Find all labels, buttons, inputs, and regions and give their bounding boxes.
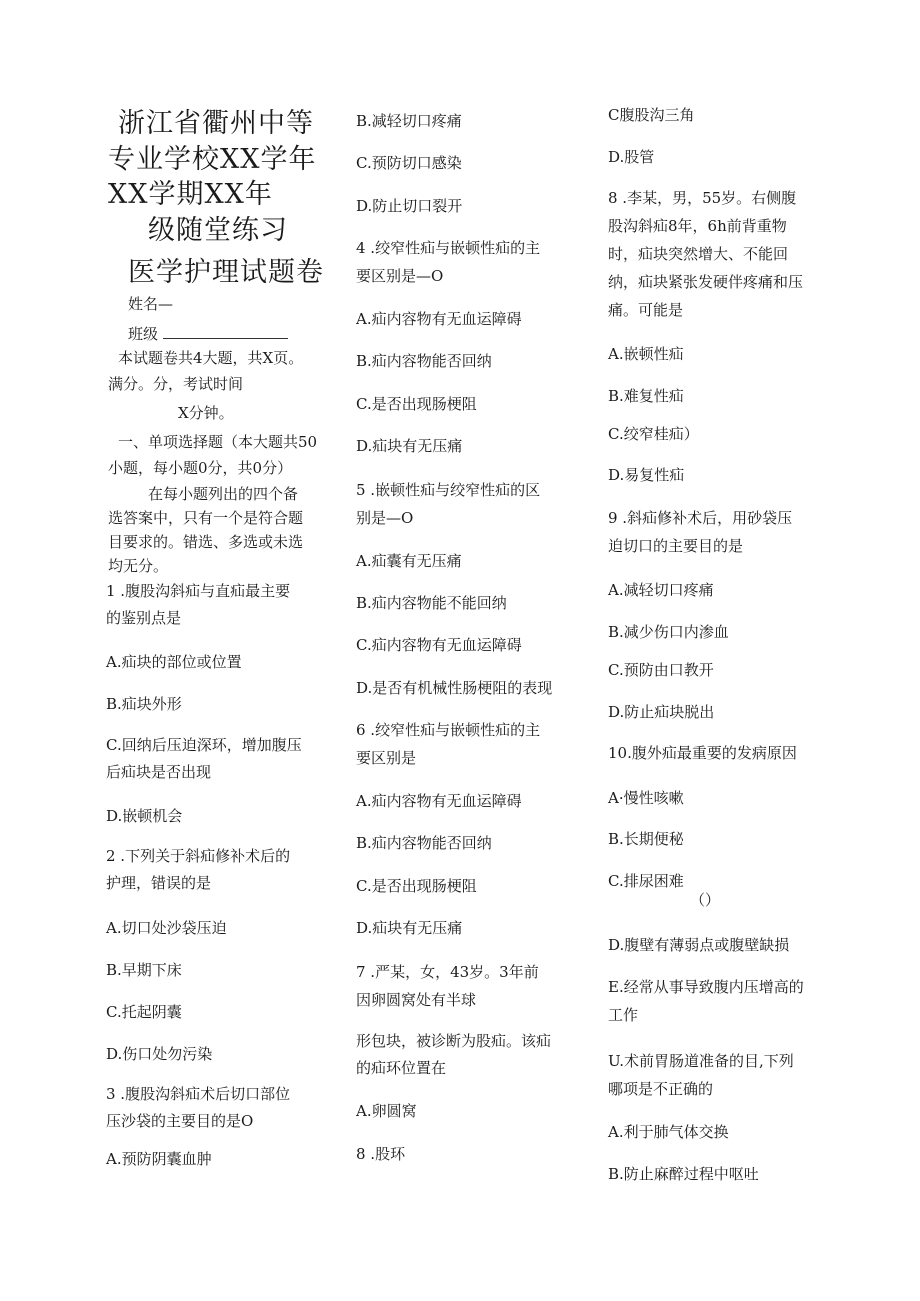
q7-option-c: C腹股沟三角 — [608, 106, 695, 124]
q1-stem-line-2: 的鉴别点是 — [106, 609, 182, 627]
q11-stem-line-2: 哪项是不正确的 — [608, 1080, 714, 1098]
q5-option-d: D.是否有机械性肠梗阻的表现 — [356, 679, 553, 697]
q2-stem-line-1: 2 .下列关于斜疝修补术后的 — [106, 847, 291, 865]
q7-option-d: D.股管 — [608, 148, 655, 166]
q8-option-b: B.难复性疝 — [608, 387, 684, 405]
q4-option-b: B.疝内容物能否回纳 — [356, 352, 492, 370]
q10-option-d: D.腹壁有薄弱点或腹壁缺损 — [608, 936, 790, 954]
q8-option-a: A.嵌顿性疝 — [608, 345, 684, 363]
intro-line-3: X分钟。 — [178, 404, 234, 422]
section1-heading-line-2: 小题，每小题0分，共0分） — [108, 459, 293, 477]
q9-option-a: A.减轻切口疼痛 — [608, 581, 714, 599]
q7-stem-line-2: 因卵圆窝处有半球 — [356, 991, 477, 1009]
q6-option-c: C.是否出现肠梗阻 — [356, 877, 477, 895]
q9-stem-line-1: 9 .斜疝修补术后，用砂袋压 — [608, 509, 793, 527]
q6-option-b: B.疝内容物能否回纳 — [356, 834, 492, 852]
q1-option-c-line-2: 后疝块是否出现 — [106, 763, 212, 781]
q11-stem-line-1: U.术前胃肠道准备的目,下列 — [608, 1052, 794, 1070]
q6-stem-line-1: 6 .绞窄性疝与嵌顿性疝的主 — [356, 721, 541, 739]
q8-option-c: C.绞窄桂疝） — [608, 425, 699, 443]
q3-stem-line-1: 3 .腹股沟斜疝术后切口部位 — [106, 1085, 291, 1103]
q2-option-c: C.托起阴囊 — [106, 1003, 182, 1021]
q10-option-e-line-2: 工作 — [608, 1006, 639, 1024]
q2-option-b: B.早期下床 — [106, 961, 182, 979]
q1-stem-line-1: 1 .腹股沟斜疝与直疝最主要 — [106, 582, 291, 600]
q11-option-a: A.利于肺气体交换 — [608, 1123, 729, 1141]
q1-option-b: B.疝块外形 — [106, 695, 182, 713]
intro-line-2: 满分。分，考试时间 — [108, 375, 244, 393]
q11-option-b: B.防止麻醉过程中呕吐 — [608, 1165, 759, 1183]
section1-heading-line-1: 一、单项选择题（本大题共50 — [118, 433, 318, 451]
q8-stem-line-2: 股沟斜疝8年，6h前背重物 — [608, 217, 787, 235]
class-blank-line — [163, 324, 288, 339]
q3-stem-line-2: 压沙袋的主要目的是O — [106, 1112, 254, 1130]
q5-stem-line-2: 别是—O — [356, 509, 414, 527]
q10-answer-parens: （） — [690, 891, 721, 909]
q6-option-d: D.疝块有无压痛 — [356, 919, 463, 937]
intro-line-1: 本试题卷共4大题，共X页。 — [118, 349, 304, 367]
q5-option-b: B.疝内容物能不能回纳 — [356, 594, 507, 612]
q7-stem-line-4: 的疝环位置在 — [356, 1059, 447, 1077]
q4-stem-line-2: 要区别是—O — [356, 267, 444, 285]
q10-option-e-line-1: E.经常从事导致腹内压增高的 — [608, 978, 804, 996]
title-line-3: XX学期XX年 — [108, 179, 273, 210]
q10-option-b: B.长期便秘 — [608, 830, 684, 848]
q7-option-b: 8 .股环 — [356, 1145, 406, 1163]
q7-option-a: A.卵圆窝 — [356, 1102, 417, 1120]
q8-stem-line-1: 8 .李某，男，55岁。右侧腹 — [608, 189, 797, 207]
q5-option-a: A.疝囊有无压痛 — [356, 552, 462, 570]
q4-option-c: C.是否出现肠梗阻 — [356, 395, 477, 413]
name-label: 姓名— — [128, 295, 174, 313]
instructions-line-2: 选答案中，只有一个是符合题 — [108, 509, 304, 527]
class-label: 班级 — [128, 325, 159, 343]
q8-stem-line-4: 纳，疝块紧张发硬伴疼痛和压 — [608, 273, 804, 291]
instructions-line-4: 均无分。 — [108, 557, 169, 575]
q10-stem: 10.腹外疝最重要的发病原因 — [608, 744, 797, 762]
q8-stem-line-3: 时，疝块突然增大、不能回 — [608, 245, 789, 263]
q1-option-c-line-1: C.回纳后压迫深环，增加腹压 — [106, 736, 302, 754]
q7-stem-line-3: 形包块，被诊断为股疝。该疝 — [356, 1032, 552, 1050]
q1-option-a: A.疝块的部位或位置 — [106, 653, 242, 671]
q4-option-d: D.疝块有无压痛 — [356, 437, 463, 455]
q6-stem-line-2: 要区别是 — [356, 749, 417, 767]
q9-option-c: C.预防由口教开 — [608, 661, 714, 679]
title-line-2: 专业学校XX学年 — [108, 144, 317, 175]
instructions-line-1: 在每小题列出的四个备 — [148, 485, 299, 503]
q6-option-a: A.疝内容物有无血运障碍 — [356, 792, 522, 810]
q2-option-a: A.切口处沙袋压迫 — [106, 919, 227, 937]
q9-option-b: B.减少伤口内渗血 — [608, 623, 729, 641]
q4-option-a: A.疝内容物有无血运障碍 — [356, 310, 522, 328]
q3-option-c: C.预防切口感染 — [356, 154, 462, 172]
q8-option-d: D.易复性疝 — [608, 466, 685, 484]
q5-stem-line-1: 5 .嵌顿性疝与绞窄性疝的区 — [356, 481, 541, 499]
q4-stem-line-1: 4 .绞窄性疝与嵌顿性疝的主 — [356, 239, 541, 257]
title-line-1: 浙江省衢州中等 — [118, 108, 314, 139]
q3-option-d: D.防止切口裂开 — [356, 197, 463, 215]
q9-stem-line-2: 迫切口的主要目的是 — [608, 537, 744, 555]
class-field — [128, 324, 288, 344]
instructions-line-3: 目要求的。错选、多选或未选 — [108, 533, 304, 551]
q2-stem-line-2: 护理，错误的是 — [106, 874, 212, 892]
q9-option-d: D.防止疝块脱出 — [608, 703, 715, 721]
q1-option-d: D.嵌顿机会 — [106, 807, 183, 825]
q5-option-c: C.疝内容物有无血运障碍 — [356, 636, 522, 654]
q10-option-a: A·慢性咳嗽 — [608, 789, 684, 807]
title-line-4: 级随堂练习 — [148, 215, 288, 246]
title-line-5: 医学护理试题卷 — [128, 257, 324, 288]
q7-stem-line-1: 7 .严某，女，43岁。3年前 — [356, 963, 539, 981]
q8-stem-line-5: 痛。可能是 — [608, 301, 684, 319]
q10-option-c: C.排尿困难 — [608, 872, 684, 890]
q2-option-d: D.伤口处勿污染 — [106, 1045, 213, 1063]
q3-option-a: A.预防阴囊血肿 — [106, 1150, 212, 1168]
q3-option-b: B.减轻切口疼痛 — [356, 112, 462, 130]
